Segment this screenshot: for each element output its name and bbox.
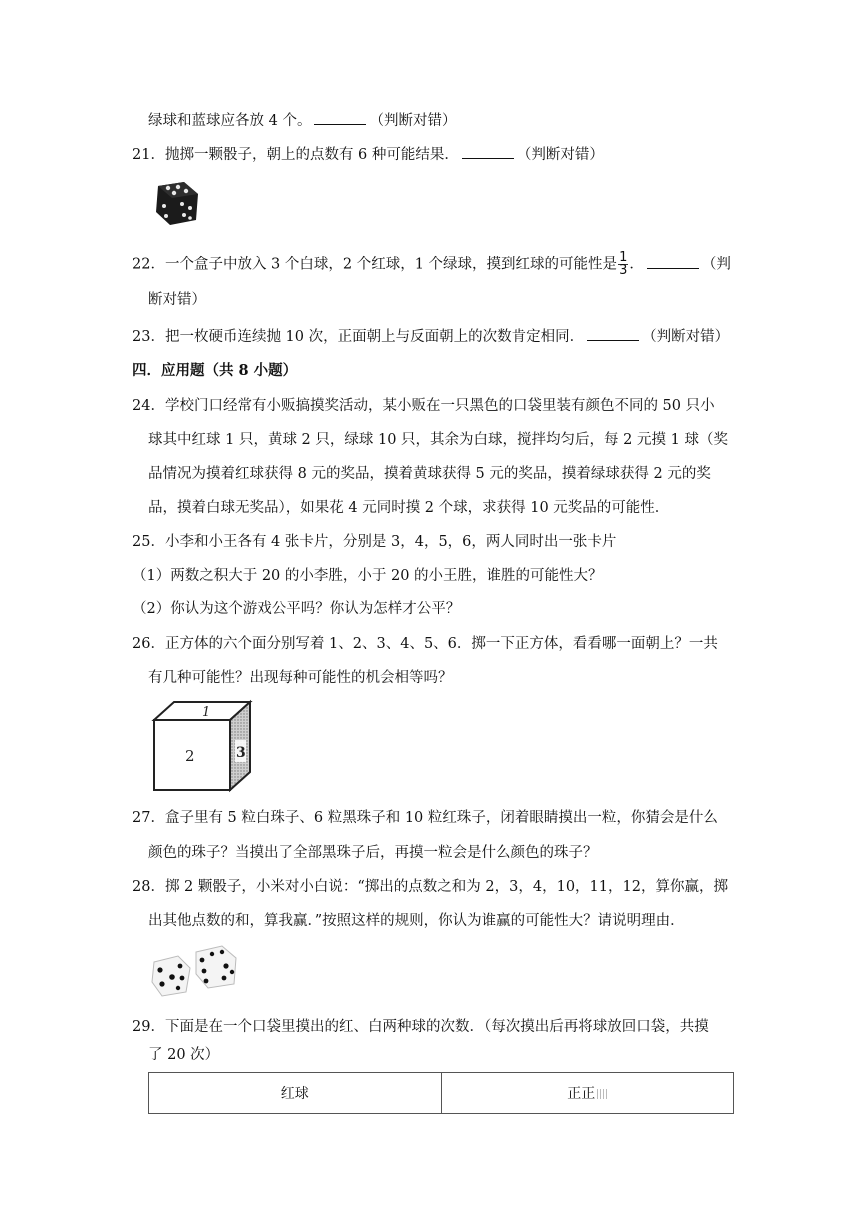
question-24-line-4: 品，摸着白球无奖品），如果花 4 元同时摸 2 个球，求获得 10 元奖品的可能性．	[148, 500, 670, 516]
answer-blank-22[interactable]	[647, 254, 699, 269]
question-24-line-3: 品情况为摸着红球获得 8 元的奖品，摸着黄球获得 5 元的奖品，摸着绿球获得 2 元的奖	[148, 466, 711, 482]
q20-text: 绿球和蓝球应各放 4 个。	[148, 113, 312, 129]
question-29-line-2: 了 20 次）	[148, 1047, 220, 1063]
answer-blank-20[interactable]	[314, 110, 366, 125]
fraction-denominator: 3	[619, 263, 628, 278]
black-dice-image	[150, 178, 202, 228]
cube-top-label: 1	[202, 705, 211, 720]
question-26-line-2: 有几种可能性？出现每种可能性的机会相等吗？	[148, 670, 453, 686]
question-27-line-1: 27．盒子里有 5 粒白珠子、6 粒黑珠子和 10 粒红珠子，闭着眼睛摸出一粒，你猜会是什么	[132, 810, 718, 826]
answer-blank-23[interactable]	[587, 326, 639, 341]
q21-suffix: （判断对错）	[516, 147, 604, 163]
question-23	[132, 326, 729, 347]
question-22	[132, 252, 731, 277]
question-21	[132, 144, 604, 165]
table-cell-tally	[441, 1073, 734, 1114]
q22-suffix: （判	[701, 256, 731, 273]
question-28-line-1: 28．掷 2 颗骰子，小米对小白说：“掷出的点数之和为 2，3，4，10，11，12，算你赢，掷	[132, 879, 728, 895]
cube-front-label: 2	[185, 747, 195, 765]
q22-cont-text: 断对错）	[148, 292, 206, 308]
answer-blank-21[interactable]	[462, 144, 514, 159]
question-26-line-1: 26．正方体的六个面分别写着 1、2、3、4、5、6．掷一下正方体，看看哪一面朝上？一共	[132, 636, 718, 652]
two-dice-image	[150, 944, 242, 998]
question-28-line-2: 出其他点数的和，算我赢．”按照这样的规则，你认为谁赢的可能性大？请说明理由．	[148, 913, 685, 929]
tally-table	[148, 1072, 734, 1114]
partial-tally-mark	[597, 1089, 607, 1099]
q22-after: ．	[629, 256, 644, 273]
fraction-one-third	[618, 252, 628, 277]
question-25-part-2: （2）你认为这个游戏公平吗？你认为怎样才公平？	[132, 601, 461, 617]
q20-suffix: （判断对错）	[369, 113, 457, 129]
q20-continuation	[148, 110, 456, 131]
question-24-line-2: 球其中红球 1 只，黄球 2 只，绿球 10 只，其余为白球，搅拌均匀后，每 2 元摸 1 球（奖	[148, 432, 728, 448]
q23-suffix: （判断对错）	[642, 329, 730, 345]
question-25-part-1: （1）两数之积大于 20 的小李胜，小于 20 的小王胜，谁胜的可能性大？	[132, 568, 603, 584]
q21-text: 21．抛掷一颗骰子，朝上的点数有 6 种可能结果．	[132, 147, 459, 163]
question-25-line-1: 25．小李和小王各有 4 张卡片，分别是 3，4，5，6，两人同时出一张卡片	[132, 534, 617, 550]
tally-text: 正正	[567, 1086, 596, 1102]
question-27-line-2: 颜色的珠子？当摸出了全部黑珠子后，再摸一粒会是什么颜色的珠子？	[148, 845, 598, 861]
table-row	[149, 1073, 734, 1114]
table-cell-label: 红球	[149, 1073, 442, 1114]
section-heading: 四．应用题（共 8 小题）	[132, 362, 298, 379]
question-29-line-1: 29．下面是在一个口袋里摸出的红、白两种球的次数．（每次摸出后再将球放回口袋，共摸	[132, 1019, 709, 1035]
question-24-line-1: 24．学校门口经常有小贩搞摸奖活动，某小贩在一只黑色的口袋里装有颜色不同的 50 只小	[132, 398, 715, 414]
question-22-cont	[148, 290, 206, 310]
q22-text: 22．一个盒子中放入 3 个白球，2 个红球，1 个绿球，摸到红球的可能性是	[132, 256, 618, 273]
cube-side-label: 3	[236, 745, 246, 761]
numbered-cube-figure	[150, 698, 254, 794]
q23-text: 23．把一枚硬币连续抛 10 次，正面朝上与反面朝上的次数肯定相同．	[132, 329, 585, 345]
fraction-numerator: 1	[619, 250, 628, 265]
